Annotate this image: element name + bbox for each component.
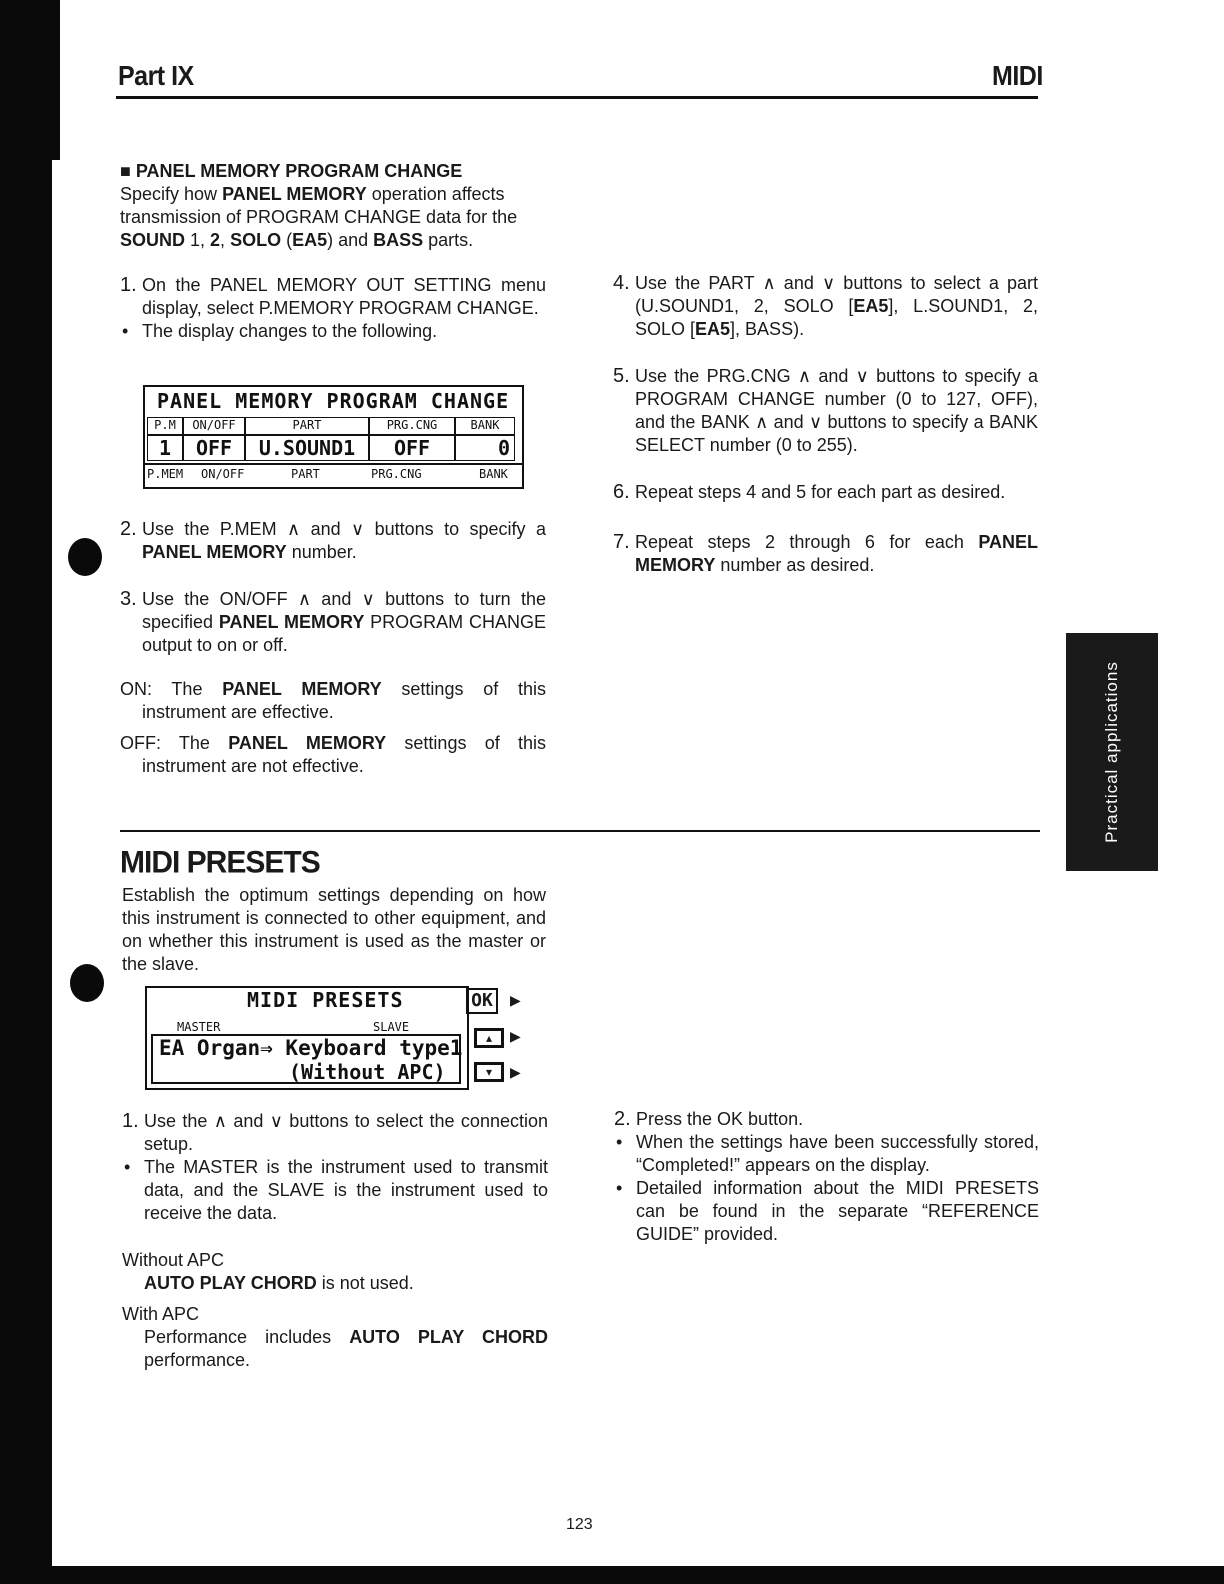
down-button[interactable] xyxy=(474,1062,504,1082)
pmpc-heading: ■ PANEL MEMORY PROGRAM CHANGE xyxy=(120,161,463,181)
up-button[interactable] xyxy=(474,1028,504,1048)
pmpc-intro: Specify how PANEL MEMORY operation affects transmission of PROGRAM CHANGE data for the SOUND 1, 2, SOLO (EA5) and BASS parts. xyxy=(120,184,518,250)
section-header: MIDI xyxy=(992,60,1043,92)
presets-intro: Establish the optimum settings depending on how this instrument is connected to other equipment, and on whether this instrument is used as the master or the slave. xyxy=(122,885,546,974)
lcd-footer-label: P.MEM xyxy=(147,467,184,481)
lcd-value-prgcng: OFF xyxy=(369,435,455,461)
lcd-footer-divider xyxy=(145,463,522,465)
ok-button[interactable]: OK xyxy=(466,988,498,1014)
without-apc-text: AUTO PLAY CHORD is not used. xyxy=(144,1273,414,1293)
pmpc-step-3: 3. Use the ON/OFF ∧ and ∨ buttons to turn the specified PANEL MEMORY PROGRAM CHANGE output to on or off. xyxy=(120,588,546,655)
square-bullet-icon: ■ xyxy=(120,161,131,181)
lcd-col-header: BANK xyxy=(455,417,515,435)
without-apc-label: Without APC xyxy=(122,1250,225,1270)
pmpc-right-column xyxy=(613,272,1038,577)
binding-hole-mark xyxy=(70,964,104,1002)
lcd-col-header: P.M xyxy=(147,417,183,435)
lcd-title: PANEL MEMORY PROGRAM CHANGE xyxy=(157,389,510,413)
lcd-header-row xyxy=(147,417,515,435)
part-header: Part IX xyxy=(118,60,194,92)
page-number: 123 xyxy=(566,1516,593,1533)
lcd-value-onoff: OFF xyxy=(183,435,245,461)
pmpc-step-6: 6. Repeat steps 4 and 5 for each part as desired. xyxy=(613,481,1006,503)
pmpc-step-2: 2. Use the P.MEM ∧ and ∨ buttons to specify a PANEL MEMORY number. xyxy=(120,518,546,562)
lcd-col-header: PRG.CNG xyxy=(369,417,455,435)
presets-lcd-selection-box xyxy=(151,1034,461,1084)
pmpc-on-description: ON: The PANEL MEMORY settings of this instrument are effective. xyxy=(120,679,546,722)
down-arrow-icon: ▾ xyxy=(485,1065,493,1079)
side-tab xyxy=(1066,633,1158,871)
pmpc-step-7: 7. Repeat steps 2 through 6 for each PANEL MEMORY number as desired. xyxy=(613,531,1038,575)
scan-border-bottom xyxy=(0,1566,1224,1584)
presets-step-2-bullet-1: • When the settings have been successfully stored, “Completed!” appears on the display. xyxy=(616,1132,1039,1175)
pmpc-off-description: OFF: The PANEL MEMORY settings of this instrument are not effective. xyxy=(120,733,546,776)
presets-step-1: 1. Use the ∧ and ∨ buttons to select the connection setup. xyxy=(122,1110,548,1154)
with-apc-text: Performance includes AUTO PLAY CHORD performance. xyxy=(144,1327,548,1370)
presets-left-column xyxy=(122,1110,548,1372)
binding-hole-mark xyxy=(68,538,102,576)
up-arrow-icon: ▴ xyxy=(485,1031,493,1045)
presets-lcd-slave-label: SLAVE xyxy=(373,1020,410,1034)
lcd-footer-label: PRG.CNG xyxy=(371,467,422,481)
with-apc-label: With APC xyxy=(122,1304,200,1324)
presets-intro-block xyxy=(122,884,546,976)
lcd-col-header: ON/OFF xyxy=(183,417,245,435)
presets-step-1-bullet: • The MASTER is the instrument used to transmit data, and the SLAVE is the instrument used to receive the data. xyxy=(124,1157,548,1223)
presets-lcd-display xyxy=(145,986,469,1090)
lcd-footer-label: PART xyxy=(291,467,320,481)
section-rule xyxy=(120,830,1040,832)
lcd-value-row xyxy=(147,435,515,461)
presets-lcd-line1: EA Organ⇒ Keyboard type1 xyxy=(159,1036,463,1060)
lcd-col-header: PART xyxy=(245,417,369,435)
pmpc-lcd-display xyxy=(143,385,524,489)
pmpc-step-5: 5. Use the PRG.CNG ∧ and ∨ buttons to specify a PROGRAM CHANGE number (0 to 127, OFF), and the BANK ∧ and ∨ buttons to specify a BANK SELECT number (0 to 255). xyxy=(613,365,1038,455)
down-side-arrow-icon: ▶ xyxy=(510,1064,521,1080)
header-rule xyxy=(116,96,1038,99)
presets-lcd-master-label: MASTER xyxy=(177,1020,221,1034)
scan-border-left xyxy=(0,0,52,1584)
presets-lcd-line2: (Without APC) xyxy=(289,1060,446,1084)
pmpc-left-column-lower xyxy=(120,518,546,778)
presets-step-2-bullet-2: • Detailed information about the MIDI PRESETS can be found in the separate “REFERENCE GUIDE” provided. xyxy=(616,1178,1039,1244)
scan-notch xyxy=(52,0,60,160)
lcd-value-part: U.SOUND1 xyxy=(245,435,369,461)
up-side-arrow-icon: ▶ xyxy=(510,1028,521,1044)
pmpc-step-1-bullet: • The display changes to the following. xyxy=(122,321,438,341)
lcd-value-pm: 1 xyxy=(147,435,183,461)
lcd-value-bank: 0 xyxy=(455,435,515,461)
lcd-footer-label: BANK xyxy=(479,467,508,481)
presets-lcd-title: MIDI PRESETS xyxy=(247,988,404,1012)
lcd-footer-label: ON/OFF xyxy=(201,467,245,481)
presets-right-column xyxy=(614,1108,1039,1246)
midi-presets-title: MIDI PRESETS xyxy=(120,845,320,880)
pmpc-step-1: 1. On the PANEL MEMORY OUT SETTING menu display, select P.MEMORY PROGRAM CHANGE. xyxy=(120,274,546,318)
side-tab-label: Practical applications xyxy=(1102,661,1121,843)
pmpc-left-column xyxy=(120,160,546,343)
ok-arrow-icon: ▶ xyxy=(510,992,521,1008)
presets-step-2: 2. Press the OK button. xyxy=(614,1108,804,1130)
pmpc-step-4: 4. Use the PART ∧ and ∨ buttons to select a part (U.SOUND1, 2, SOLO [EA5], L.SOUND1, 2, SOLO [EA5], BASS). xyxy=(613,272,1039,339)
